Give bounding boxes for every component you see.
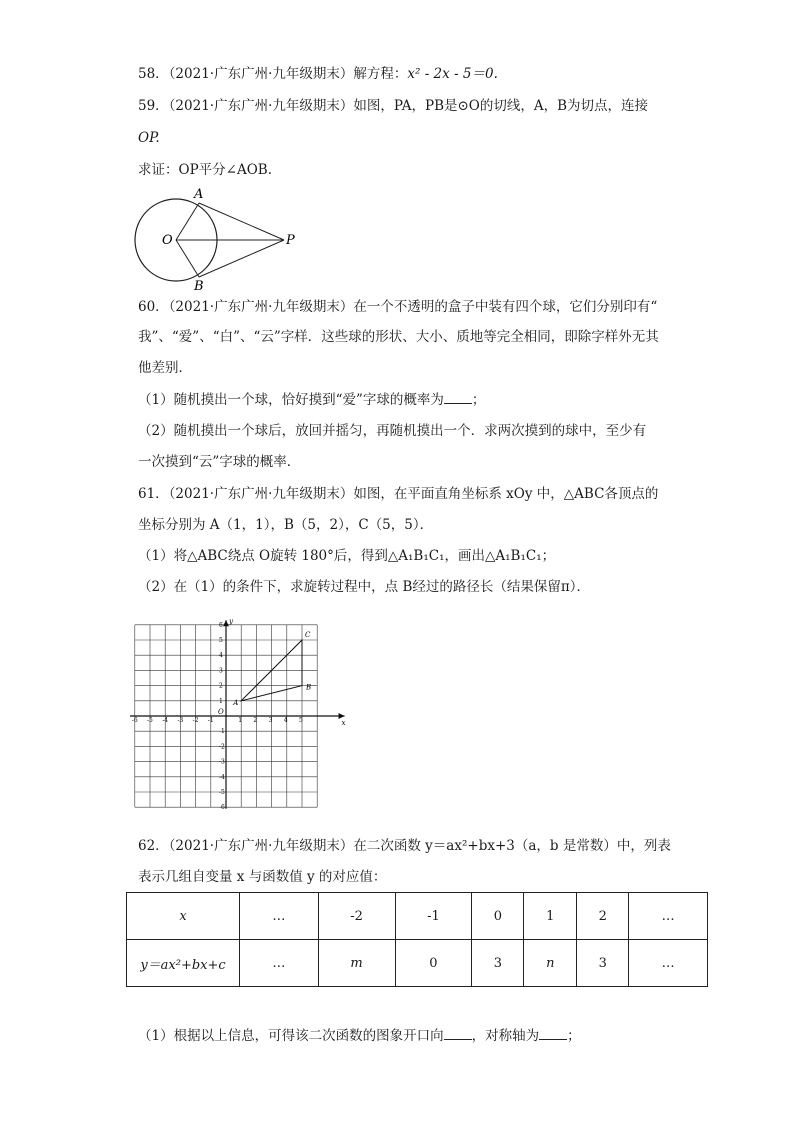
table-row-y <box>127 940 708 987</box>
equation: x² - 2x - 5＝0. <box>407 66 498 82</box>
tangent-pa <box>199 203 284 240</box>
origin-label: O <box>218 708 224 716</box>
x-tick-label: 2 <box>253 717 258 724</box>
y-tick-label: -1 <box>219 728 225 736</box>
point-label-b: B <box>306 683 312 692</box>
part-end: ； <box>567 1028 581 1044</box>
table-row-x <box>127 893 708 940</box>
question-source: （2021·广东广州·九年级期末） <box>168 98 354 114</box>
y-tick-label: -5 <box>219 789 225 796</box>
y-tick-label: -6 <box>219 804 225 812</box>
question-text: 在一个不透明的盒子中装有四个球，它们分别印有“ <box>353 299 658 315</box>
q61-line-2: 坐标分别为 A（1，1），B（5，2），C（5，5）． <box>138 517 434 533</box>
y-tick-label: -4 <box>219 773 225 781</box>
part-text: （1）随机摸出一个球，恰好摸到“爱”字球的概率为 <box>138 392 444 408</box>
table-cell: … <box>240 940 319 987</box>
q62-line-2: 表示几组自变量 x 与函数值 y 的对应值： <box>138 869 387 885</box>
q60-line-1 <box>138 297 657 317</box>
question-number: 62． <box>138 838 169 854</box>
question-source: （2021·广东广州·九年级期末） <box>168 486 354 502</box>
x-tick-label: -3 <box>177 717 184 724</box>
table-cell: 3 <box>472 940 524 987</box>
x-tick-label: 5 <box>299 717 303 724</box>
segment-ob <box>176 240 199 277</box>
q62-line-1 <box>138 836 671 856</box>
answer-blank-direction[interactable] <box>444 1027 472 1040</box>
question-source: （2021·广东广州·九年级期末） <box>168 66 354 82</box>
point-label-a: A <box>233 698 239 707</box>
y-tick-label: 4 <box>219 652 223 660</box>
x-tick-label: -2 <box>192 717 199 724</box>
table-cell: n <box>524 940 577 987</box>
q60-line-2: 我”、“爱”、“白”、“云”字样．这些球的形状、大小、质地等完全相同，即除字样外无其 <box>138 329 659 345</box>
q59-line-2: OP. <box>138 130 160 146</box>
answer-blank-axis[interactable] <box>539 1027 567 1040</box>
answer-blank[interactable] <box>444 391 472 404</box>
x-tick-label: 3 <box>268 717 273 724</box>
point-label-c: C <box>305 631 311 639</box>
question-number: 58． <box>138 66 169 82</box>
table-cell: 3 <box>577 940 629 987</box>
y-tick-label: 3 <box>219 667 223 675</box>
q61-part-2: （2）在（1）的条件下，求旋转过程中，点 B经过的路径长（结果保留π）． <box>138 579 591 595</box>
table-cell: 2 <box>577 893 629 940</box>
segment-oa <box>176 203 199 240</box>
y-axis-label: y <box>229 618 233 626</box>
table-cell: … <box>629 893 708 940</box>
table-cell: y＝ax²+bx+c <box>127 940 240 987</box>
table-cell: … <box>629 940 708 987</box>
table-cell: x <box>127 893 240 940</box>
q60-part-1 <box>138 390 485 410</box>
q61-line-1 <box>138 484 658 504</box>
q60-part-2-cont: 一次摸到“云”字球的概率． <box>138 454 301 470</box>
x-tick-label: -1 <box>207 717 214 724</box>
q62-part-1 <box>138 1026 581 1046</box>
question-number: 60． <box>138 299 169 315</box>
part-text: （1）根据以上信息，可得该二次函数的图象开口向 <box>138 1028 444 1044</box>
x-axis-label: x <box>341 719 346 727</box>
q60-line-3: 他差别． <box>138 360 192 376</box>
x-tick-label: -5 <box>147 717 153 724</box>
part-text-2: ，对称轴为 <box>471 1028 540 1044</box>
table-cell: m <box>318 940 395 987</box>
question-text: 如图，PA，PB是⊙O的切线，A，B为切点，连接 <box>353 98 649 114</box>
y-tick-label: 6 <box>219 621 223 629</box>
table-cell: -1 <box>395 893 472 940</box>
q59-proof: 求证：OP平分∠AOB. <box>138 162 272 178</box>
q61-part-1: （1）将△ABC绕点 O旋转 180°后，得到△A₁B₁C₁，画出△A₁B₁C₁； <box>138 548 556 564</box>
table-cell: -2 <box>318 893 395 940</box>
q59-line-1 <box>138 96 648 116</box>
x-tick-label: -6 <box>131 717 138 724</box>
table-cell: 0 <box>395 940 472 987</box>
y-tick-label: 1 <box>219 697 223 705</box>
question-source: （2021·广东广州·九年级期末） <box>168 838 354 854</box>
label-p: P <box>286 233 295 248</box>
question-number: 61． <box>138 486 169 502</box>
label-o: O <box>162 233 173 248</box>
tangent-pb <box>199 240 284 277</box>
value-table <box>126 892 708 987</box>
y-tick-label: -3 <box>219 758 225 766</box>
question-number: 59． <box>138 98 169 114</box>
y-tick-label: 5 <box>219 637 223 644</box>
question-text: 在二次函数 y＝ax²+bx+3（a，b 是常数）中，列表 <box>353 838 671 854</box>
label-a: A <box>194 187 204 202</box>
question-text: 解方程： <box>353 66 408 82</box>
x-tick-label: 1 <box>238 717 243 724</box>
table-cell: 1 <box>524 893 577 940</box>
question-source: （2021·广东广州·九年级期末） <box>168 299 354 315</box>
question-text: 如图，在平面直角坐标系 xOy 中，△ABC各顶点的 <box>353 486 659 502</box>
tangent-circle-figure <box>128 184 308 294</box>
x-tick-label: 4 <box>283 717 288 724</box>
coordinate-grid <box>130 618 352 814</box>
part-end: ； <box>471 392 486 408</box>
label-b: B <box>194 279 204 294</box>
q58-line <box>138 64 498 84</box>
y-tick-label: -2 <box>219 743 225 751</box>
y-tick-label: 2 <box>219 682 223 690</box>
x-tick-label: -4 <box>162 717 169 724</box>
table-cell: … <box>240 893 319 940</box>
table-cell: 0 <box>472 893 524 940</box>
q60-part-2: （2）随机摸出一个球后，放回并摇匀，再随机摸出一个．求两次摸到的球中，至少有 <box>138 423 647 439</box>
